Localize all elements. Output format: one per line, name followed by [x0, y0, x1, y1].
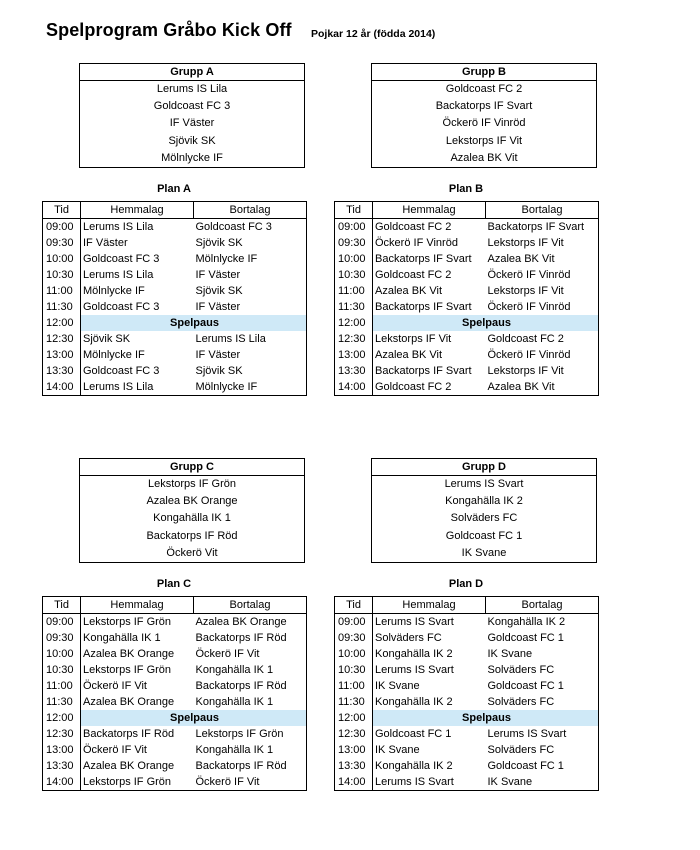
match-time: 11:00 [335, 283, 373, 299]
match-time: 13:00 [43, 347, 81, 363]
group-title: Grupp B [372, 64, 596, 81]
home-team: Kongahälla IK 1 [83, 632, 161, 644]
table-header-row [43, 202, 307, 219]
match-row [335, 251, 599, 267]
home-team: Lerums IS Svart [373, 774, 486, 791]
match-row [43, 758, 307, 774]
match-time: 11:30 [335, 299, 373, 315]
group-team: Lekstorps IF Grön [147, 478, 237, 490]
match-row [43, 742, 307, 758]
col-header-home: Hemmalag [81, 202, 194, 219]
away-team: Lekstorps IF Grön [194, 726, 307, 742]
schedule-table [42, 596, 307, 791]
plan-title: Plan C [156, 578, 192, 590]
away-team: Mölnlycke IF [194, 379, 307, 396]
home-team: Goldcoast FC 2 [375, 269, 452, 281]
col-header-away: Bortalag [194, 597, 307, 614]
away-team: Lekstorps IF Vit [486, 235, 599, 251]
match-row [43, 678, 307, 694]
match-time: 11:30 [43, 694, 81, 710]
away-team: Solväders FC [486, 662, 599, 678]
match-row [335, 283, 599, 299]
away-team: Sjövik SK [194, 363, 307, 379]
match-row [335, 219, 599, 236]
match-row [335, 299, 599, 315]
match-row [335, 235, 599, 251]
match-row [43, 299, 307, 315]
home-team: Goldcoast FC 2 [373, 379, 486, 396]
group-box [79, 458, 305, 563]
group-team: Sjövik SK [168, 134, 216, 147]
away-team: Goldcoast FC 1 [486, 758, 599, 774]
match-row [43, 662, 307, 678]
group-title: Grupp C [80, 459, 304, 476]
table-header-row [43, 597, 307, 614]
break-row [43, 710, 307, 726]
away-team: Öckerö IF Vinröd [486, 299, 599, 315]
away-team: Kongahälla IK 1 [194, 742, 307, 758]
away-team: Goldcoast FC 1 [486, 630, 599, 646]
match-row [43, 363, 307, 379]
col-header-time: Tid [335, 597, 373, 614]
match-time: 09:30 [335, 630, 373, 646]
match-time: 12:00 [335, 315, 373, 331]
home-team: Backatorps IF Röd [83, 728, 175, 740]
home-team: Lerums IS Lila [81, 379, 194, 396]
group-team: Mölnlycke IF [161, 151, 223, 164]
group-team: Kongahälla IK 1 [153, 512, 231, 525]
away-team: Lerums IS Svart [486, 726, 599, 742]
match-time: 11:30 [335, 694, 373, 710]
match-time: 10:30 [43, 267, 81, 283]
away-team: Azalea BK Vit [486, 251, 599, 267]
home-team: Kongahälla IK 2 [375, 760, 453, 772]
group-team: Öckerö Vit [166, 546, 218, 559]
home-team: Backatorps IF Svart [375, 365, 472, 377]
match-time: 10:30 [43, 662, 81, 678]
home-team: Lerums IS Lila [83, 269, 154, 281]
home-team: Azalea BK Orange [83, 648, 175, 660]
break-row [335, 315, 599, 331]
schedule-table [42, 201, 307, 396]
home-team: Goldcoast FC 3 [83, 253, 160, 265]
group-team: Lerums IS Lila [156, 83, 228, 95]
group-team: Backatorps IF Svart [435, 100, 533, 113]
group-team: IK Svane [461, 546, 507, 559]
home-team: Goldcoast FC 2 [375, 221, 452, 233]
match-row [335, 379, 599, 396]
home-team: Öckerö IF Vinröd [375, 237, 458, 249]
match-time: 11:00 [43, 678, 81, 694]
match-row [335, 774, 599, 791]
match-time: 10:00 [335, 646, 373, 662]
col-header-time: Tid [43, 597, 81, 614]
match-row [43, 694, 307, 710]
match-time: 10:30 [335, 662, 373, 678]
away-team: Azalea BK Vit [486, 379, 599, 396]
table-header-row [335, 597, 599, 614]
match-row [43, 267, 307, 283]
away-team: Kongahälla IK 1 [194, 662, 307, 678]
match-time: 12:30 [43, 726, 81, 742]
home-team: Goldcoast FC 3 [83, 365, 160, 377]
match-row [335, 726, 599, 742]
away-team: Backatorps IF Röd [194, 758, 307, 774]
group-team: Azalea BK Orange [146, 495, 238, 508]
away-team: Lekstorps IF Vit [486, 283, 599, 299]
away-team: Goldcoast FC 2 [486, 331, 599, 347]
match-time: 12:30 [43, 331, 81, 347]
match-row [335, 662, 599, 678]
home-team: Lerums IS Svart [375, 664, 454, 676]
table-header-row [335, 202, 599, 219]
away-team: Sjövik SK [194, 235, 307, 251]
col-header-time: Tid [43, 202, 81, 219]
away-team: Solväders FC [486, 742, 599, 758]
home-team: Azalea BK Orange [83, 760, 175, 772]
match-time: 09:00 [43, 219, 81, 236]
match-row [335, 742, 599, 758]
home-team: Lekstorps IF Grön [81, 774, 194, 791]
match-time: 09:00 [335, 219, 373, 236]
match-time: 12:00 [335, 710, 373, 726]
group-team: Öckerö IF Vinröd [442, 117, 526, 130]
match-time: 13:30 [43, 363, 81, 379]
match-time: 12:30 [335, 726, 373, 742]
away-team: IK Svane [486, 774, 599, 791]
home-team: Azalea BK Vit [375, 285, 443, 297]
match-time: 11:00 [43, 283, 81, 299]
match-row [335, 646, 599, 662]
away-team: IF Väster [194, 299, 307, 315]
match-time: 10:00 [335, 251, 373, 267]
away-team: Kongahälla IK 2 [486, 614, 599, 631]
match-row [43, 219, 307, 236]
col-header-home: Hemmalag [373, 202, 486, 219]
away-team: Lekstorps IF Vit [486, 363, 599, 379]
home-team: Goldcoast FC 1 [375, 728, 452, 740]
home-team: Kongahälla IK 2 [375, 696, 453, 708]
away-team: Lerums IS Lila [194, 331, 307, 347]
home-team: Mölnlycke IF [83, 285, 145, 297]
match-row [335, 678, 599, 694]
match-row [335, 758, 599, 774]
home-team: Mölnlycke IF [83, 349, 145, 361]
match-row [43, 630, 307, 646]
match-time: 10:30 [335, 267, 373, 283]
match-time: 13:00 [335, 742, 373, 758]
col-header-away: Bortalag [194, 202, 307, 219]
break-label: Spelpaus [373, 710, 599, 726]
match-row [43, 774, 307, 791]
col-header-away: Bortalag [486, 202, 599, 219]
away-team: IF Väster [194, 267, 307, 283]
match-time: 12:00 [43, 710, 81, 726]
col-header-home: Hemmalag [81, 597, 194, 614]
match-row [43, 235, 307, 251]
match-time: 13:30 [43, 758, 81, 774]
match-time: 12:00 [43, 315, 81, 331]
match-time: 10:00 [43, 251, 81, 267]
away-team: Goldcoast FC 3 [194, 219, 307, 236]
group-title: Grupp D [372, 459, 596, 476]
match-time: 13:00 [335, 347, 373, 363]
away-team: Mölnlycke IF [194, 251, 307, 267]
match-row [335, 331, 599, 347]
match-row [335, 347, 599, 363]
match-time: 09:30 [335, 235, 373, 251]
away-team: Backatorps IF Röd [194, 630, 307, 646]
group-team: Lekstorps IF Vit [445, 134, 523, 147]
page-title: Spelprogram Gråbo Kick Off [46, 20, 292, 40]
match-time: 13:30 [335, 363, 373, 379]
home-team: Öckerö IF Vit [83, 680, 147, 692]
match-row [335, 363, 599, 379]
match-time: 12:30 [335, 331, 373, 347]
match-time: 14:00 [43, 774, 81, 791]
schedule-table [334, 596, 599, 791]
plan-title: Plan B [448, 183, 484, 195]
home-team: Lerums IS Lila [83, 221, 154, 233]
home-team: Backatorps IF Svart [375, 253, 472, 265]
away-team: Solväders FC [486, 694, 599, 710]
match-time: 13:30 [335, 758, 373, 774]
away-team: Azalea BK Orange [194, 614, 307, 631]
match-time: 10:00 [43, 646, 81, 662]
match-row [43, 379, 307, 396]
home-team: Kongahälla IK 2 [375, 648, 453, 660]
away-team: Öckerö IF Vit [194, 646, 307, 662]
away-team: IK Svane [486, 646, 599, 662]
away-team: IF Väster [194, 347, 307, 363]
group-box [79, 63, 305, 168]
match-row [335, 614, 599, 631]
match-time: 14:00 [335, 774, 373, 791]
match-time: 14:00 [43, 379, 81, 396]
group-team: Goldcoast FC 1 [445, 529, 523, 542]
group-team: Lerums IS Svart [444, 478, 524, 490]
group-box [371, 458, 597, 563]
home-team: Azalea BK Vit [375, 349, 443, 361]
break-label: Spelpaus [373, 315, 599, 331]
group-team: Solväders FC [450, 512, 518, 525]
home-team: Öckerö IF Vit [83, 744, 147, 756]
home-team: Lekstorps IF Vit [375, 333, 452, 345]
group-team: Backatorps IF Röd [146, 529, 238, 542]
match-time: 09:00 [43, 614, 81, 631]
away-team: Kongahälla IK 1 [194, 694, 307, 710]
away-team: Backatorps IF Svart [486, 219, 599, 236]
match-row [43, 614, 307, 631]
match-time: 11:30 [43, 299, 81, 315]
break-row [335, 710, 599, 726]
home-team: Lekstorps IF Grön [83, 664, 172, 676]
break-row [43, 315, 307, 331]
match-row [43, 251, 307, 267]
plan-title: Plan A [157, 183, 191, 195]
match-row [43, 726, 307, 742]
schedule-table [334, 201, 599, 396]
plan-title: Plan D [448, 578, 484, 590]
home-team: IK Svane [375, 744, 420, 756]
away-team: Goldcoast FC 1 [486, 678, 599, 694]
match-row [43, 646, 307, 662]
match-time: 09:30 [43, 235, 81, 251]
break-label: Spelpaus [81, 710, 307, 726]
home-team: Backatorps IF Svart [375, 301, 472, 313]
away-team: Öckerö IF Vinröd [486, 267, 599, 283]
home-team: Sjövik SK [83, 333, 131, 345]
away-team: Backatorps IF Röd [194, 678, 307, 694]
match-time: 09:00 [335, 614, 373, 631]
home-team: Solväders FC [375, 632, 442, 644]
match-time: 09:30 [43, 630, 81, 646]
match-time: 14:00 [335, 379, 373, 396]
group-team: IF Väster [169, 117, 215, 130]
home-team: Lerums IS Svart [375, 616, 454, 628]
col-header-home: Hemmalag [373, 597, 486, 614]
match-time: 13:00 [43, 742, 81, 758]
group-team: Goldcoast FC 2 [445, 83, 523, 95]
match-row [335, 694, 599, 710]
col-header-away: Bortalag [486, 597, 599, 614]
away-team: Öckerö IF Vinröd [486, 347, 599, 363]
match-row [43, 283, 307, 299]
group-team: Kongahälla IK 2 [445, 495, 523, 508]
home-team: IF Väster [83, 237, 128, 249]
group-box [371, 63, 597, 168]
home-team: Goldcoast FC 3 [83, 301, 160, 313]
match-row [43, 347, 307, 363]
away-team: Öckerö IF Vit [194, 774, 307, 791]
home-team: Lekstorps IF Grön [83, 616, 172, 628]
match-row [335, 267, 599, 283]
match-row [43, 331, 307, 347]
match-row [335, 630, 599, 646]
group-team: Azalea BK Vit [450, 151, 518, 164]
page-subtitle: Pojkar 12 år (födda 2014) [311, 28, 436, 40]
home-team: Azalea BK Orange [83, 696, 175, 708]
col-header-time: Tid [335, 202, 373, 219]
group-title: Grupp A [80, 64, 304, 81]
away-team: Sjövik SK [194, 283, 307, 299]
match-time: 11:00 [335, 678, 373, 694]
group-team: Goldcoast FC 3 [153, 100, 231, 113]
home-team: IK Svane [375, 680, 420, 692]
break-label: Spelpaus [81, 315, 307, 331]
